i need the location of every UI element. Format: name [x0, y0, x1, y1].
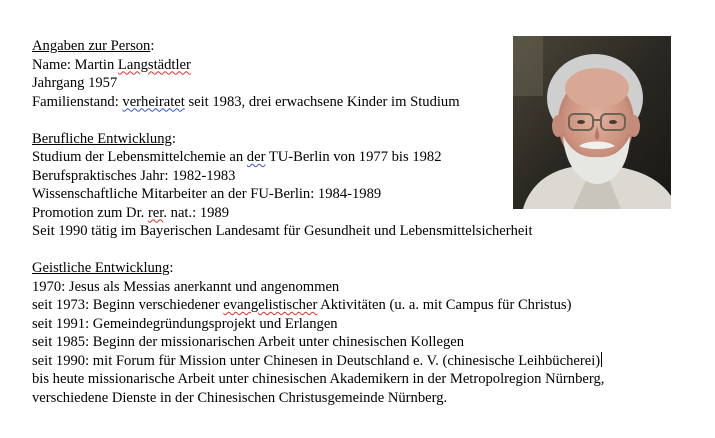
portrait-photo[interactable]	[513, 36, 671, 209]
doctorate-text-rest: . nat.: 1989	[163, 204, 230, 221]
section-heading-person: Angaben zur Person	[32, 38, 151, 54]
career-line-current: Seit 1990 tätig im Bayerischen Landesamt für Gesundheit und Lebensmittelsicherheit	[32, 223, 533, 239]
birth-year-line: Jahrgang 1957	[32, 75, 118, 91]
spiritual-line-today: bis heute missionarische Arbeit unter chinesischen Akademikern in der Metropolregion Nürnberg,	[32, 371, 605, 387]
spiritual-heading-line: Geistliche Entwicklung:	[32, 260, 174, 276]
study-flagged-word: der	[246, 149, 266, 165]
text-cursor	[601, 352, 602, 367]
section-heading-career: Berufliche Entwicklung	[32, 130, 172, 147]
evangelism-flagged-word: evangelistischer	[223, 297, 318, 313]
marital-status-label: Familienstand:	[32, 93, 123, 110]
section-heading-spiritual: Geistliche Entwicklung	[32, 260, 170, 276]
surname-misspelled: Langstädtler	[117, 56, 191, 73]
spiritual-line-1985: seit 1985: Beginn der missionarischen Arbeit unter chinesischen Kollegen	[32, 334, 465, 350]
doctorate-text: Promotion zum Dr.	[32, 204, 148, 221]
spiritual-line-services: verschiedene Dienste in der Chinesischen Christusgemeinde Nürnberg.	[32, 389, 448, 406]
career-line-practical-year: Berufspraktisches Jahr: 1982-1983	[32, 167, 236, 184]
spiritual-line-1970: 1970: Jesus als Messias anerkannt und angenommen	[32, 278, 340, 295]
marital-status-word: verheiratet	[122, 93, 185, 110]
spiritual-line-1991: seit 1991: Gemeindegründungsprojekt und Erlangen	[32, 315, 338, 332]
portrait-illustration	[513, 36, 671, 209]
person-heading-line: Angaben zur Person:	[32, 38, 155, 54]
name-label: Name: Martin	[32, 56, 118, 73]
career-heading-line: Berufliche Entwicklung:	[32, 130, 176, 147]
forum-text: seit 1990: mit Forum für Mission unter Chinesen in Deutschland e. V. (chinesische Leihbücherei)	[32, 352, 601, 369]
spiritual-line-1990	[32, 352, 702, 371]
paragraph-gap	[32, 241, 702, 260]
study-text: Studium der Lebensmittelchemie an	[32, 149, 247, 165]
spiritual-line-1973	[32, 296, 702, 315]
marital-status-rest: seit 1983, drei erwachsene Kinder im Studium	[184, 93, 460, 110]
evangelism-text: seit 1973: Beginn verschiedener	[32, 297, 224, 313]
career-line-research: Wissenschaftliche Mitarbeiter an der FU-Berlin: 1984-1989	[32, 186, 382, 202]
evangelism-text-rest: Aktivitäten (u. a. mit Campus für Christus)	[317, 297, 572, 313]
study-text-rest: TU-Berlin von 1977 bis 1982	[265, 149, 442, 165]
doctorate-flagged-word: rer	[147, 204, 164, 221]
